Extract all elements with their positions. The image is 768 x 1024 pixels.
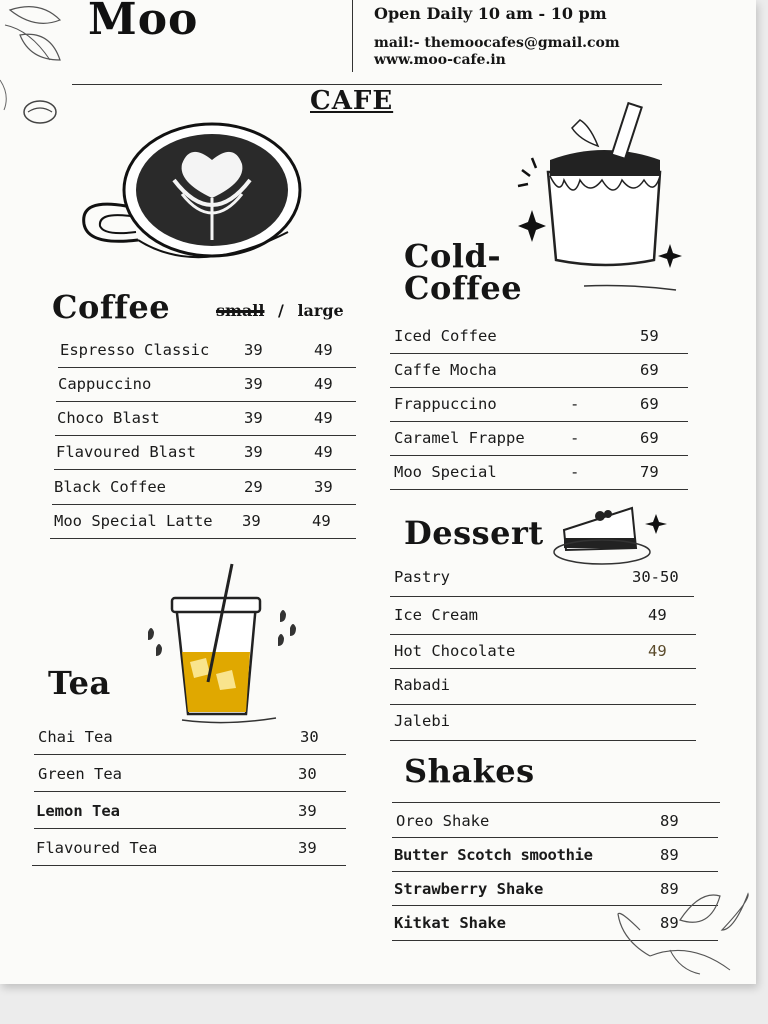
section-title: CAFE	[310, 86, 394, 116]
opening-hours: Open Daily 10 am - 10 pm	[374, 4, 607, 23]
menu-item	[390, 319, 688, 354]
item-dash: -	[570, 463, 580, 481]
item-name: Green Tea	[38, 765, 122, 783]
item-price: 30	[298, 765, 317, 783]
item-price-small: 39	[244, 409, 263, 427]
item-price: 79	[640, 463, 659, 481]
item-price-small: 39	[244, 375, 263, 393]
menu-item	[34, 794, 346, 829]
menu-item	[390, 353, 688, 388]
item-price: 89	[660, 846, 679, 864]
menu-item	[34, 720, 346, 755]
item-name: Strawberry Shake	[394, 880, 544, 898]
brand-name: Moo	[88, 0, 199, 45]
latte-cup-icon	[78, 120, 308, 280]
item-name: Lemon Tea	[36, 802, 120, 820]
menu-item	[56, 367, 356, 402]
item-name: Kitkat Shake	[394, 914, 506, 932]
item-name: Espresso Classic	[60, 341, 210, 359]
cold-coffee-title-line1: Cold-	[404, 237, 502, 275]
item-name: Choco Blast	[57, 409, 160, 427]
menu-item	[390, 562, 694, 597]
item-price-large: 49	[314, 375, 333, 393]
shakes-rule	[392, 802, 720, 803]
item-name: Oreo Shake	[396, 812, 490, 830]
item-name: Caramel Frappe	[394, 429, 525, 447]
item-name: Flavoured Blast	[56, 443, 196, 461]
menu-item	[390, 634, 696, 669]
menu-item	[392, 838, 718, 872]
website: www.moo-cafe.in	[374, 52, 506, 68]
item-name: Flavoured Tea	[36, 839, 158, 857]
menu-item	[390, 598, 696, 635]
leaf-decoration-bottom-right	[610, 890, 756, 980]
item-price: 69	[640, 395, 659, 413]
coffee-title: Coffee	[52, 288, 171, 326]
item-price-small: 29	[244, 478, 263, 496]
item-name: Chai Tea	[38, 728, 113, 746]
item-name: Cappuccino	[58, 375, 152, 393]
item-name: Butter Scotch smoothie	[394, 846, 593, 864]
item-price: 39	[298, 802, 317, 820]
item-price: 39	[298, 839, 317, 857]
item-name: Moo Special Latte	[54, 512, 213, 530]
header-divider	[352, 0, 353, 72]
menu-item	[392, 804, 718, 838]
item-price: 69	[640, 361, 659, 379]
item-price: 89	[660, 914, 679, 932]
menu-item	[390, 455, 688, 490]
item-price: 30-50	[632, 568, 679, 586]
leaf-decoration-top-left	[0, 0, 90, 140]
item-price: 69	[640, 429, 659, 447]
item-dash: -	[570, 395, 580, 413]
cold-coffee-title-line2: Coffee	[404, 269, 523, 307]
item-price: 49	[648, 606, 667, 624]
item-name: Frappuccino	[394, 395, 497, 413]
menu-item	[390, 668, 696, 705]
menu-item	[54, 435, 356, 470]
item-name: Jalebi	[394, 712, 450, 730]
item-price-small: 39	[244, 443, 263, 461]
shakes-title: Shakes	[404, 752, 535, 790]
item-name: Hot Chocolate	[394, 642, 516, 660]
iced-coffee-glass-icon	[136, 562, 306, 732]
item-price-small: 39	[242, 512, 261, 530]
item-name: Moo Special	[394, 463, 497, 481]
cold-coffee-title	[404, 237, 523, 307]
dessert-title: Dessert	[404, 514, 544, 552]
menu-item	[52, 470, 356, 505]
contact-email: mail:- themoocafes@gmail.com	[374, 35, 620, 51]
item-name: Pastry	[394, 568, 450, 586]
frappe-cup-icon	[510, 100, 690, 300]
menu-item	[55, 401, 356, 436]
item-name: Iced Coffee	[394, 327, 497, 345]
menu-item	[390, 421, 688, 456]
item-dash: -	[570, 429, 580, 447]
menu-item	[58, 333, 356, 368]
menu-item	[390, 704, 696, 741]
item-price: 89	[660, 812, 679, 830]
item-price-large: 49	[314, 443, 333, 461]
item-price-large: 49	[314, 409, 333, 427]
size-small-label: small	[216, 301, 265, 320]
item-price-large: 49	[312, 512, 331, 530]
item-price: 59	[640, 327, 659, 345]
item-name: Black Coffee	[54, 478, 166, 496]
item-name: Ice Cream	[394, 606, 478, 624]
header-rule	[72, 84, 662, 85]
item-price: 89	[660, 880, 679, 898]
item-price: 49	[648, 642, 667, 660]
item-name: Caffe Mocha	[394, 361, 497, 379]
menu-item	[34, 757, 346, 792]
size-large-label: large	[297, 301, 344, 320]
menu-item	[50, 504, 356, 539]
item-price-large: 49	[314, 341, 333, 359]
size-labels	[216, 301, 344, 320]
size-separator: /	[278, 301, 284, 320]
item-price-large: 39	[314, 478, 333, 496]
item-price-small: 39	[244, 341, 263, 359]
menu-item	[390, 387, 688, 422]
item-name: Rabadi	[394, 676, 450, 694]
item-price: 30	[300, 728, 319, 746]
menu-item	[32, 831, 346, 866]
tea-title: Tea	[48, 664, 111, 702]
